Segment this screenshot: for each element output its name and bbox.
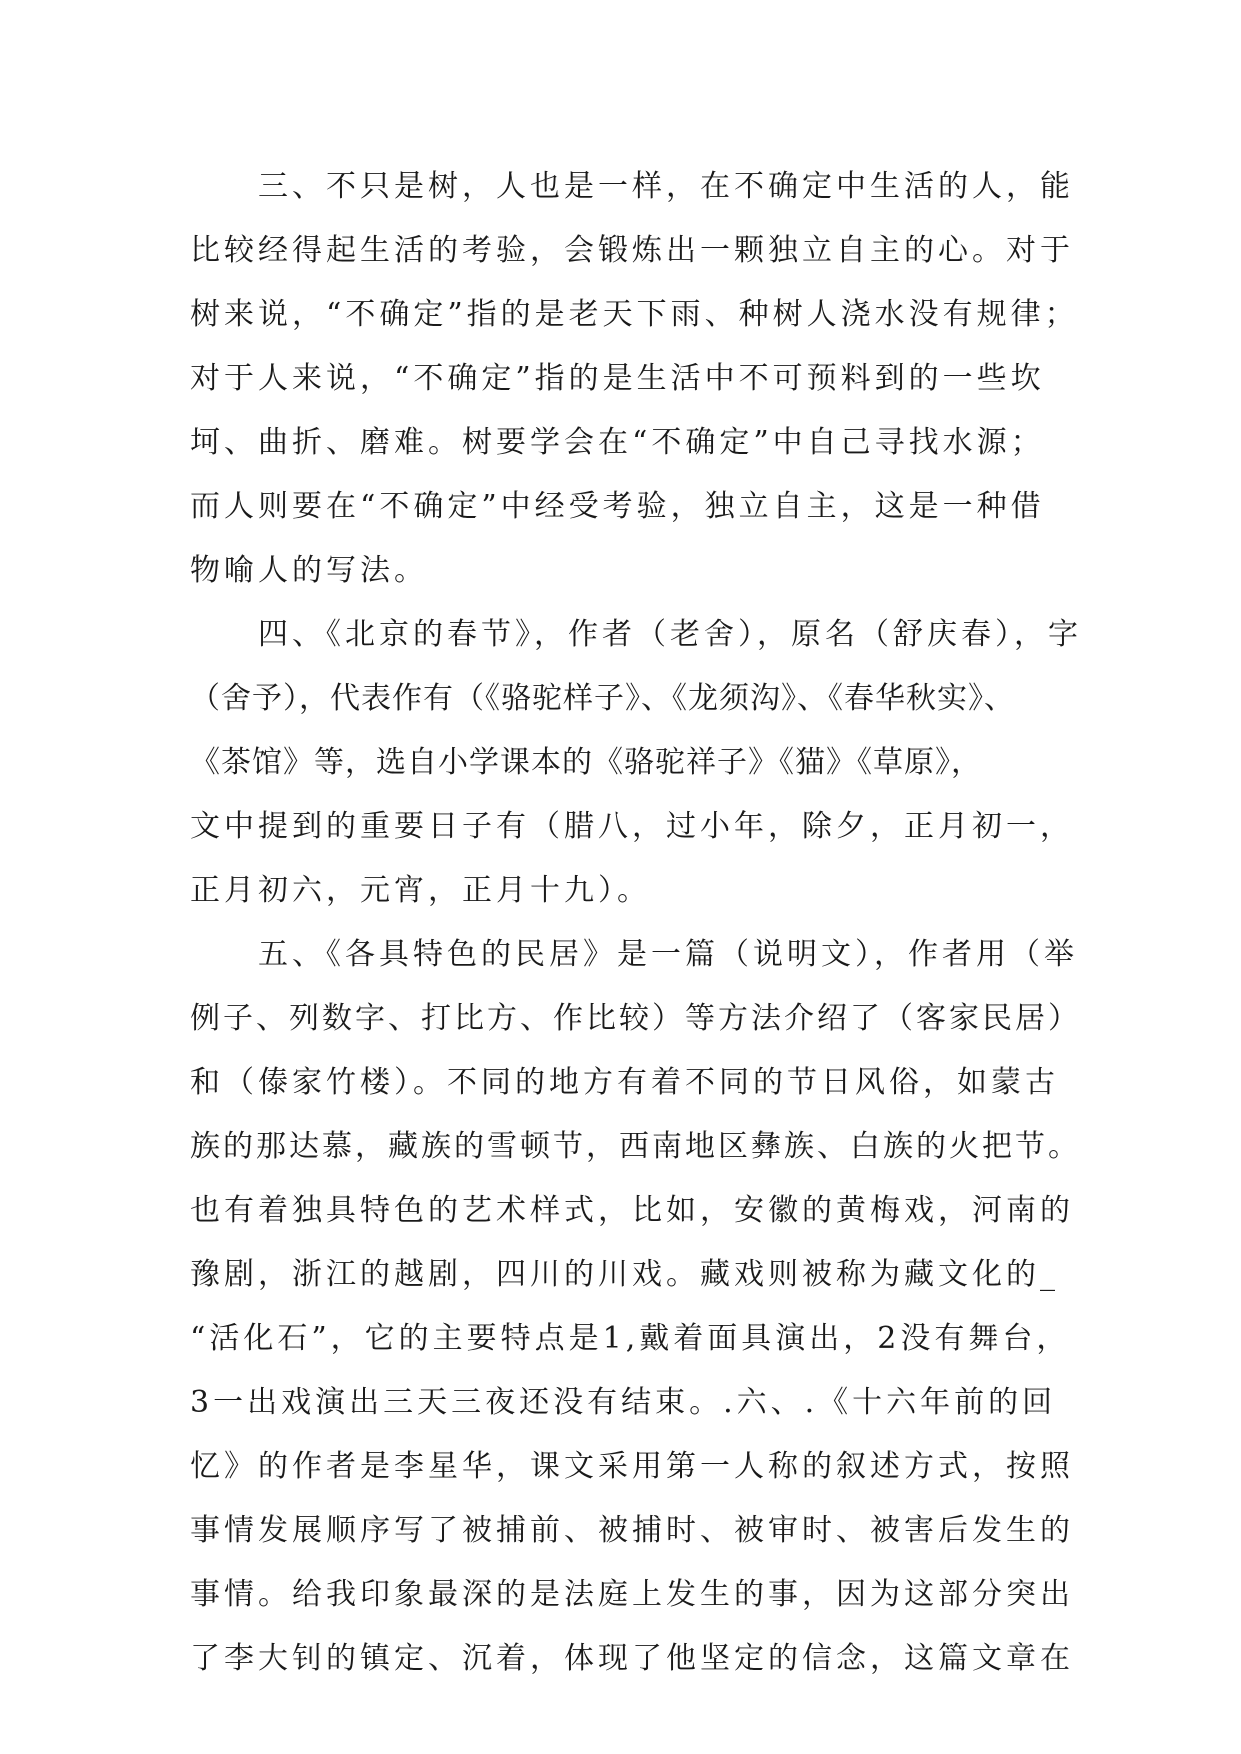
text-line: 豫剧，浙江的越剧，四川的川戏。藏戏则被称为藏文化的_: [190, 1257, 1059, 1292]
text-line: 树来说，“不确定”指的是老天下雨、种树人浇水没有规律；: [190, 297, 1079, 332]
text-line: 3一出戏演出三天三夜还没有结束。.六、.《十六年前的回: [190, 1385, 1057, 1420]
text-line: 比较经得起生活的考验，会锻炼出一颗独立自主的心。对于: [190, 233, 1074, 268]
text-line: 文中提到的重要日子有（腊八，过小年，除夕，正月初一，: [190, 809, 1074, 844]
text-line: “活化石”，它的主要特点是1,戴着面具演出，2没有舞台，: [190, 1321, 1071, 1356]
text-line: 和（傣家竹楼）。不同的地方有着不同的节日风俗，如蒙古: [190, 1065, 1059, 1100]
text-line: 坷、曲折、磨难。树要学会在“不确定”中自己寻找水源；: [190, 425, 1045, 460]
text-line: 《茶馆》等，选自小学课本的《骆驼祥子》《猫》《草原》，: [190, 745, 982, 780]
text-line: 事情。给我印象最深的是法庭上发生的事，因为这部分突出: [190, 1577, 1074, 1612]
text-line: 三、不只是树，人也是一样，在不确定中生活的人，能: [190, 169, 1074, 204]
document-body: [190, 155, 1082, 1691]
text-line: 事情发展顺序写了被捕前、被捕时、被审时、被害后发生的: [190, 1513, 1074, 1548]
text-line: 了李大钊的镇定、沉着，体现了他坚定的信念，这篇文章在: [190, 1641, 1074, 1676]
text-line: 物喻人的写法。: [190, 553, 428, 588]
text-line: 族的那达慕，藏族的雪顿节，西南地区彝族、白族的火把节。: [190, 1129, 1081, 1164]
text-line: 正月初六，元宵，正月十九）。: [190, 873, 651, 908]
text-line: 例子、列数字、打比方、作比较）等方法介绍了（客家民居）: [190, 1001, 1081, 1036]
text-line: （舍予），代表作有（《骆驼样子》、《龙须沟》、《春华秋实》、: [190, 681, 1015, 716]
text-line: 四、《北京的春节》，作者（老舍），原名（舒庆春），字: [190, 617, 1082, 652]
text-line: 也有着独具特色的艺术样式，比如，安徽的黄梅戏，河南的: [190, 1193, 1074, 1228]
text-line: 忆》的作者是李星华，课文采用第一人称的叙述方式，按照: [190, 1449, 1074, 1484]
text-line: 对于人来说，“不确定”指的是生活中不可预料到的一些坎: [190, 361, 1045, 396]
text-line: 五、《各具特色的民居》是一篇（说明文），作者用（举: [190, 937, 1078, 972]
text-line: 而人则要在“不确定”中经受考验，独立自主，这是一种借: [190, 489, 1045, 524]
